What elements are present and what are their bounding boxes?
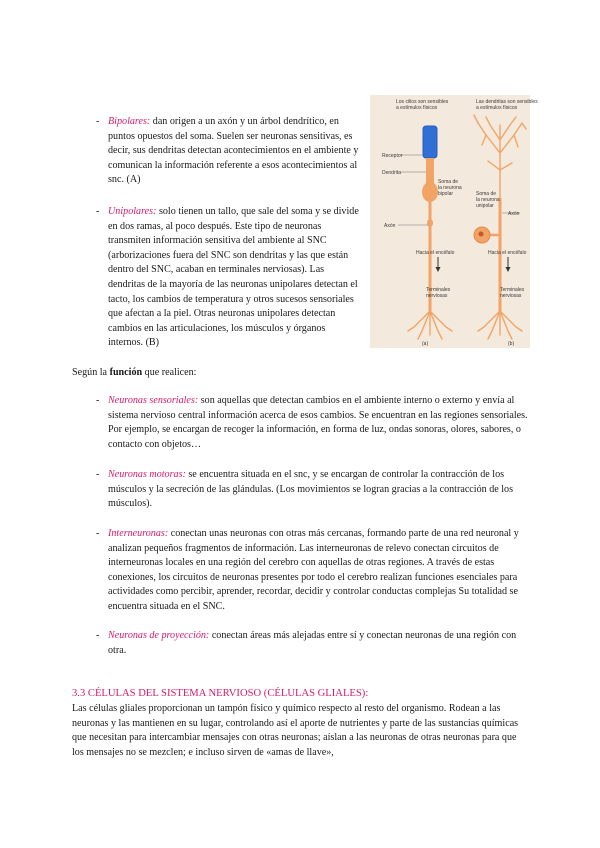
caption-b-line-1: Las dendritas son sensibles xyxy=(476,99,538,105)
label-axon-b: Axón xyxy=(508,211,520,217)
funcion-intro xyxy=(72,366,532,381)
arrow-head-icon xyxy=(506,267,511,272)
bipolar-neuron-drawing xyxy=(408,126,452,339)
bullet-dash: - xyxy=(96,206,100,217)
bullet-dash: - xyxy=(96,469,100,480)
motoras-term: Neuronas motoras: xyxy=(108,469,186,480)
label-hacia-a: Hacia el encéfalo xyxy=(416,250,455,256)
sensoriales-paragraph xyxy=(108,394,528,452)
unipolares-paragraph xyxy=(108,205,360,351)
bipolares-text: dan origen a un axón y un árbol dendrítico, en puntos opuestos del soma. Suelen ser neuronas sensitivas, es decir, sus dendritas detectan acontecimientos en el ambiente y comunican la información referente a esos acontecimientos al snc. (A) xyxy=(108,116,359,186)
gliales-paragraph: Las células gliales proporcionan un tampón físico y químico respecto al resto del organismo. Rodean a las neuronas y las mantienen en su lugar, controlando así el aporte de nutrientes y parte de las sustancias químicas que necesitan para intercambiar mensajes con otras neuronas; aíslan a las neuronas de otras neuronas para que los mensajes no se mezclen; e incluso sirven de «amas de llave», xyxy=(72,703,519,758)
label-terminales-b-1: Terminales xyxy=(500,287,525,293)
sensoriales-term: Neuronas sensoriales: xyxy=(108,395,199,406)
motoras-text: se encuentra situada en el snc, y se encargan de controlar la contracción de los músculos y la secreción de las glándulas. (Los movimientos se logran gracias a la contracción de los músculos). xyxy=(108,469,514,510)
label-axon-a: Axón xyxy=(384,223,396,229)
funcion-intro-bold: función xyxy=(109,367,143,378)
label-terminales-a-2: nerviosas xyxy=(426,293,448,299)
bullet-dash: - xyxy=(96,395,100,406)
label-terminales-b-2: nerviosas xyxy=(500,293,522,299)
caption-a-line-1: Los cilios son sensibles xyxy=(396,99,449,105)
proyeccion-text: conectan áreas más alejadas entre sí y conectan neuronas de una región con otra. xyxy=(108,630,517,656)
label-soma-bipolar-2: la neurona xyxy=(438,185,462,191)
motoras-paragraph xyxy=(108,468,528,512)
unipolar-neuron-drawing xyxy=(474,115,526,339)
bullet-dash: - xyxy=(96,630,100,641)
interneuronas-text: conectan unas neuronas con otras más cercanas, formando parte de una red neuronal y analizan pequeños fragmentos de información. Las interneuronas de relevo conectan circuitos de interneuronas locales en una región del cerebro con aquellas de otras regiones. A través de estas conexiones, los circuitos de neuronas presentes por todo el cerebro realizan funciones esenciales para actividades como percibir, aprender, recordar, decidir y controlar conductas complejas Su totalidad se encuentra situada en el SNC. xyxy=(108,528,519,612)
label-dendrita: Dendrita xyxy=(382,170,401,176)
panel-a-label: (a) xyxy=(422,341,429,347)
unipolares-text: solo tienen un tallo, que sale del soma y se divide en dos ramas, al poco después. Este tipo de neuronas transmiten información sensitiva del ambiente al SNC (arborizaciones fuera del SNC son dendritas y las que están dentro del SNC, acaban en terminales nerviosas). Las dendritas de la mayoría de las neuronas unipolares detectan el tacto, los cambios de temperatura y otros sucesos sensoriales que afectan a la piel. Otras neuronas unipolares detectan cambios en las articulaciones, los músculos y órganos internos. (B) xyxy=(108,206,359,349)
sensoriales-text: son aquellas que detectan cambios en el ambiente interno o externo y envía al sistema nervioso central información acerca de esos cambios. Se encuentran en las regiones sensoriales. Por ejemplo, se encargan de recoger la información, en forma de luz, ondas sonoras, olores, sabores, o contacto con objetos… xyxy=(108,395,528,450)
label-hacia-b: Hacia el encéfalo xyxy=(488,250,527,256)
interneuronas-paragraph xyxy=(108,527,528,615)
section-heading: 3.3 CÉLULAS DEL SISTEMA NERVIOSO (CÉLULAS GLIALES): xyxy=(72,688,369,699)
neuron-figure xyxy=(370,95,538,348)
label-soma-unipolar-2: la neurona xyxy=(476,197,500,203)
label-receptor: Receptor xyxy=(382,153,403,159)
caption-b-line-2: a estímulos físicos xyxy=(476,105,518,111)
bullet-dash: - xyxy=(96,528,100,539)
unipolares-term: Unipolares: xyxy=(108,206,157,217)
label-soma-unipolar-1: Soma de xyxy=(476,191,497,197)
proyeccion-paragraph xyxy=(108,629,528,658)
arrow-head-icon xyxy=(436,267,441,272)
panel-b-label: (b) xyxy=(508,341,515,347)
funcion-intro-after: que realicen: xyxy=(142,367,197,378)
bipolares-term: Bipolares: xyxy=(108,116,151,127)
funcion-intro-before: Según la xyxy=(72,367,110,378)
caption-a-line-2: a estímulos físicos xyxy=(396,105,438,111)
interneuronas-term: Interneuronas: xyxy=(108,528,169,539)
label-soma-bipolar-3: bipolar xyxy=(438,191,454,197)
label-soma-unipolar-3: unipolar xyxy=(476,203,494,209)
proyeccion-term: Neuronas de proyección: xyxy=(108,630,210,641)
label-terminales-a-1: Terminales xyxy=(426,287,451,293)
bullet-dash: - xyxy=(96,116,100,127)
bipolares-paragraph xyxy=(108,115,360,188)
label-soma-bipolar-1: Soma de xyxy=(438,179,459,185)
